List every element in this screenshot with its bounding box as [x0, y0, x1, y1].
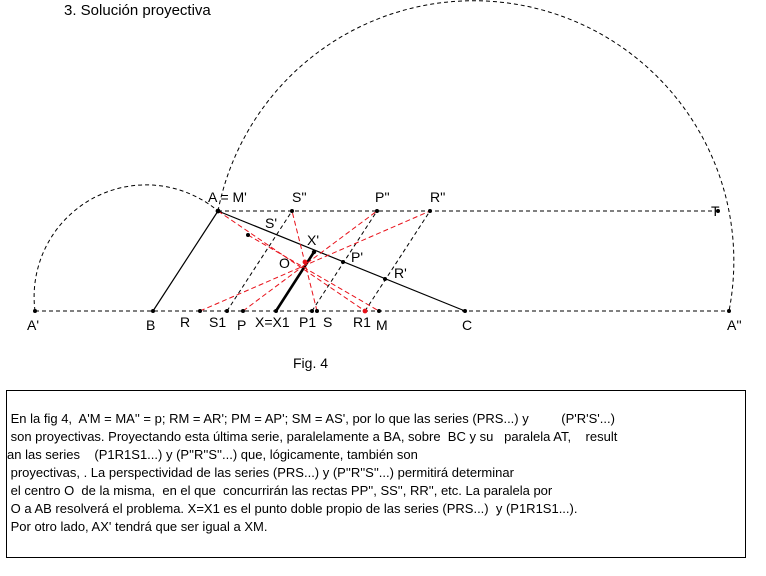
point-R — [198, 309, 202, 313]
point-P-dbl — [375, 209, 379, 213]
label-A: A = M' — [208, 189, 247, 205]
point-R-dbl — [428, 209, 432, 213]
text-line-5: el centro O de la misma, en el que concurrirán las rectas PP'', SS'', RR'', etc. La paralela por — [7, 483, 553, 498]
point-R-prime — [383, 277, 387, 281]
explanation-box — [6, 390, 746, 558]
point-S — [315, 309, 319, 313]
label-R-dbl: R'' — [430, 189, 446, 205]
dashed-R1-Rdbl — [365, 211, 430, 311]
segment-BA — [153, 211, 218, 311]
label-R: R — [180, 314, 191, 330]
point-X — [274, 309, 278, 313]
label-O: O — [279, 255, 290, 271]
label-P: P — [237, 317, 247, 333]
label-P-prime: P' — [351, 249, 364, 265]
point-O — [303, 260, 308, 265]
point-B — [151, 309, 155, 313]
label-R1: R1 — [353, 314, 371, 330]
point-P — [241, 309, 245, 313]
text-line-2: son proyectivas. Proyectando esta última serie, paralelamente a BA, sobre BC y su paralela AT, result — [7, 429, 618, 444]
point-S-prime — [246, 233, 250, 237]
point-markers — [33, 209, 731, 314]
text-line-4: proyectivas, . La perspectividad de las series (PRS...) y (P''R''S''...) permitirá determinar — [7, 465, 514, 480]
point-A-dblprime — [727, 309, 731, 313]
label-A-dblprime: A'' — [727, 317, 742, 333]
point-R1 — [363, 309, 368, 314]
label-P-dbl: P'' — [375, 189, 390, 205]
large-semicircle — [218, 1, 734, 311]
text-line-7: Por otro lado, AX' tendrá que ser igual a XM. — [7, 519, 268, 534]
text-line-3: an las series (P1R1S1...) y (P''R''S''...) que, lógicamente, también son — [7, 447, 418, 462]
section-title: 3. Solución proyectiva — [64, 2, 211, 19]
label-S: S — [323, 314, 333, 330]
point-C — [463, 309, 467, 313]
figure-caption: Fig. 4 — [293, 355, 329, 371]
point-A — [216, 209, 221, 214]
red-construction-lines — [200, 211, 430, 311]
text-line-6: O a AB resolverá el problema. X=X1 es el punto doble propio de las series (PRS...) y (P1R1S1...). — [7, 501, 578, 516]
point-X-prime — [312, 250, 316, 254]
point-S1 — [225, 309, 229, 313]
label-S-prime: S' — [265, 215, 278, 231]
label-X-prime: X' — [307, 232, 320, 248]
label-P1: P1 — [299, 314, 317, 330]
point-A-prime — [33, 309, 37, 313]
text-line-1: En la fig 4, A'M = MA'' = p; RM = AR'; PM = AP'; SM = AS', por lo que las series (PRS...) y (P'R'S'...) — [7, 411, 615, 426]
red-line-R-Rdbl — [200, 211, 430, 311]
small-arc — [34, 185, 218, 311]
point-P-prime — [341, 260, 345, 264]
label-A-prime: A' — [27, 317, 40, 333]
label-T: T — [711, 203, 720, 219]
label-M: M — [376, 317, 388, 333]
label-S1: S1 — [209, 314, 227, 330]
point-S-dbl — [290, 209, 294, 213]
point-P1 — [310, 309, 314, 313]
label-B: B — [146, 317, 156, 333]
label-C: C — [462, 317, 473, 333]
point-M — [377, 309, 381, 313]
label-S-dbl: S'' — [292, 189, 307, 205]
label-X: X=X1 — [255, 314, 290, 330]
label-R-prime: R' — [394, 265, 407, 281]
